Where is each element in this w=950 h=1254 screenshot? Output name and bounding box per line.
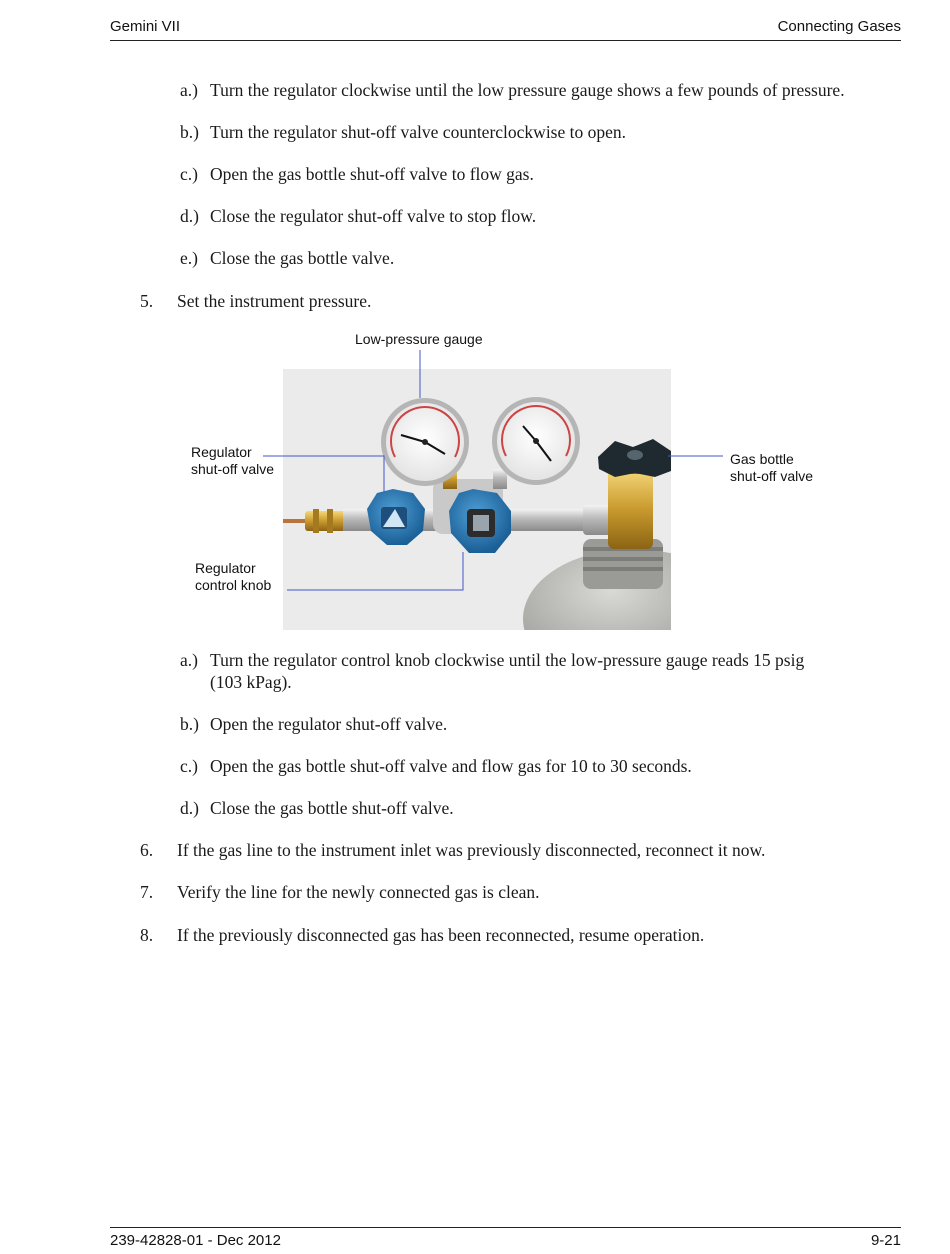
step-label: c.) bbox=[180, 756, 198, 776]
list-item bbox=[140, 881, 540, 903]
callout-text: Low-pressure gauge bbox=[355, 331, 483, 347]
step-label: d.) bbox=[180, 798, 199, 818]
callout-text: shut-off valve bbox=[191, 461, 275, 477]
step-text: Open the gas bottle shut-off valve to flow gas. bbox=[210, 164, 534, 184]
step-text: Verify the line for the newly connected gas is clean. bbox=[177, 882, 540, 902]
callout-gas-bottle-valve bbox=[730, 451, 813, 485]
step-label: b.) bbox=[180, 122, 199, 142]
list-item bbox=[140, 924, 704, 946]
list-item bbox=[180, 649, 804, 671]
step-label: b.) bbox=[180, 714, 199, 734]
header-product-name: Gemini VII bbox=[110, 18, 181, 35]
step-text: Open the gas bottle shut-off valve and flow gas for 10 to 30 seconds. bbox=[210, 756, 692, 776]
list-item bbox=[180, 121, 626, 143]
step-text: Turn the regulator clockwise until the low pressure gauge shows a few pounds of pressure. bbox=[210, 80, 845, 100]
step-label: a.) bbox=[180, 80, 198, 100]
regulator-illustration bbox=[283, 369, 671, 630]
callout-regulator-control-knob bbox=[195, 560, 271, 594]
header-section-title: Connecting Gases bbox=[777, 18, 901, 35]
step-text: Turn the regulator shut-off valve counterclockwise to open. bbox=[210, 122, 627, 142]
callout-low-pressure-gauge bbox=[355, 331, 483, 348]
list-item bbox=[180, 713, 447, 735]
list-item bbox=[180, 797, 454, 819]
page-header bbox=[110, 18, 901, 41]
callout-text: shut-off valve bbox=[730, 468, 814, 484]
step-label: e.) bbox=[180, 248, 198, 268]
callout-regulator-shutoff-valve bbox=[191, 444, 274, 478]
step-number: 8. bbox=[140, 925, 154, 945]
callout-text: Regulator bbox=[195, 560, 256, 576]
regulator-photo bbox=[283, 369, 671, 630]
list-item bbox=[180, 163, 534, 185]
step-number: 7. bbox=[140, 882, 154, 902]
step-label: a.) bbox=[180, 650, 198, 670]
list-item bbox=[180, 79, 845, 101]
step-label: d.) bbox=[180, 206, 199, 226]
callout-text: Gas bottle bbox=[730, 451, 794, 467]
step-text: Open the regulator shut-off valve. bbox=[210, 714, 448, 734]
step-text: Close the gas bottle shut-off valve. bbox=[210, 798, 454, 818]
step-text: Set the instrument pressure. bbox=[177, 291, 372, 311]
step-text: If the previously disconnected gas has been reconnected, resume operation. bbox=[177, 925, 705, 945]
list-item bbox=[180, 205, 536, 227]
footer-page-number: 9-21 bbox=[870, 1232, 901, 1249]
callout-text: control knob bbox=[195, 577, 272, 593]
step-number: 6. bbox=[140, 840, 154, 860]
callout-text: Regulator bbox=[191, 444, 252, 460]
step-text: Turn the regulator control knob clockwise until the low-pressure gauge reads 15 psig bbox=[210, 650, 805, 670]
list-item bbox=[180, 247, 394, 269]
page-footer bbox=[110, 1227, 901, 1249]
footer-document-id: 239-42828-01 - Dec 2012 bbox=[110, 1232, 281, 1249]
list-item bbox=[180, 755, 692, 777]
step-text: If the gas line to the instrument inlet was previously disconnected, reconnect it now. bbox=[177, 840, 766, 860]
step-text-continuation: (103 kPag). bbox=[210, 672, 292, 692]
list-item bbox=[140, 839, 765, 861]
step-text: Close the gas bottle valve. bbox=[210, 248, 395, 268]
step-number: 5. bbox=[140, 291, 154, 311]
step-label: c.) bbox=[180, 164, 198, 184]
step-text: Close the regulator shut-off valve to stop flow. bbox=[210, 206, 537, 226]
list-item bbox=[140, 290, 371, 312]
